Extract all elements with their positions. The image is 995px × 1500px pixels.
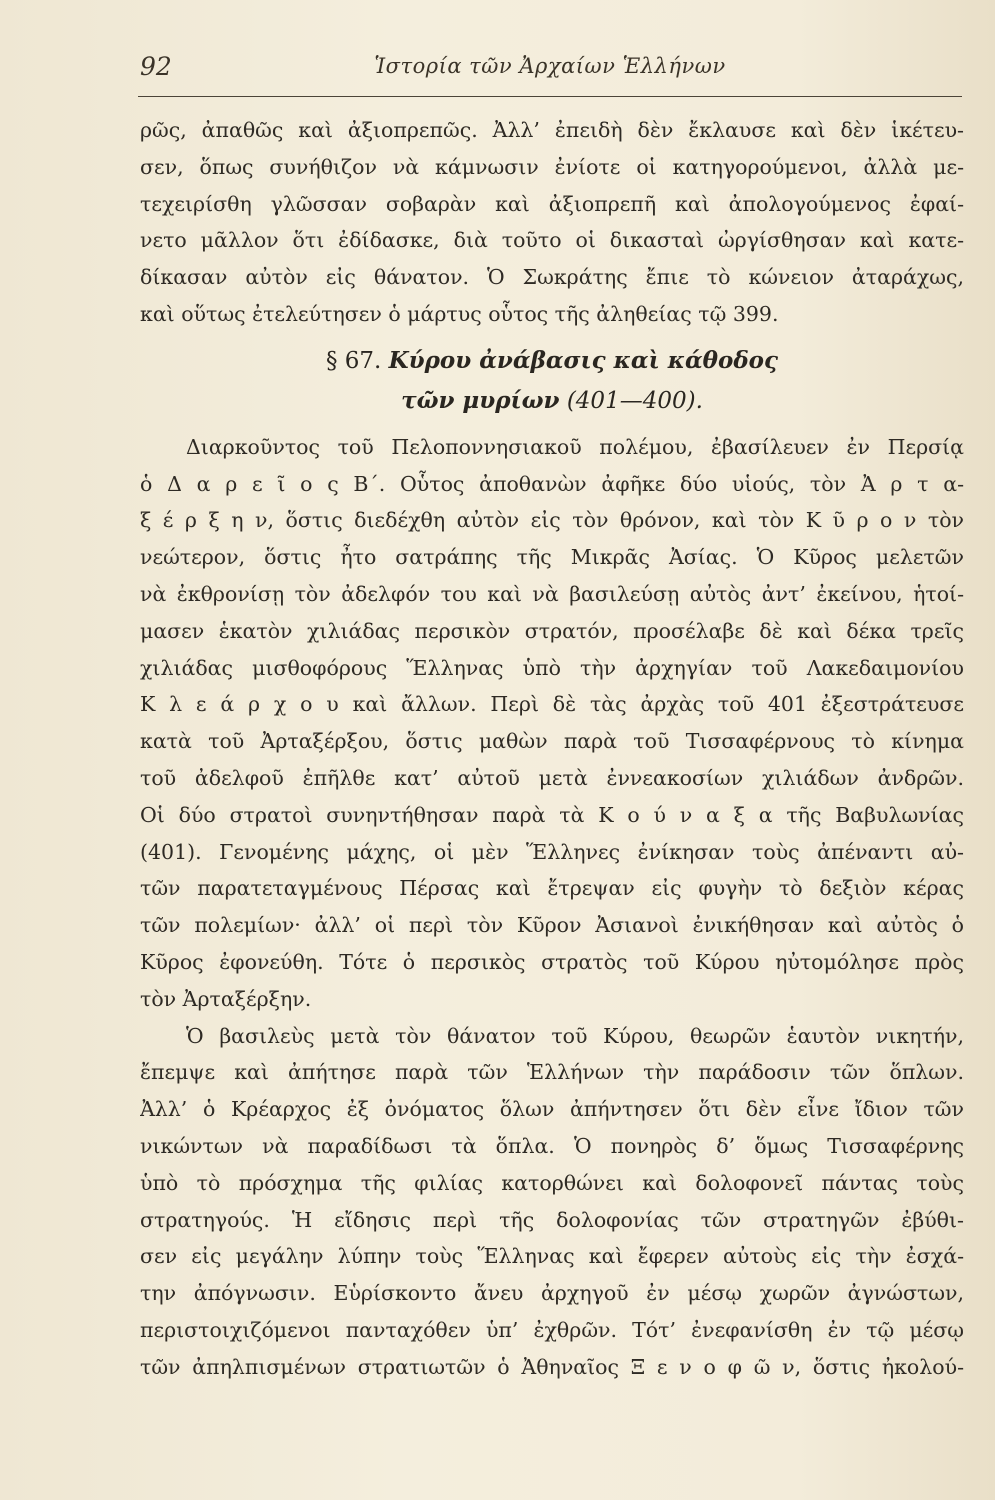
text-line: Ἀλλ’ ὁ Κρέαρχος ἐξ ὀνόματος ὅλων ἀπήντησεν ὅτι δὲν εἶνε ἴδιον τῶν xyxy=(140,1097,964,1122)
text-line: ὑπὸ τὸ πρόσχημα τῆς φιλίας κατορθώνει καὶ δολοφονεῖ πάντας τοὺς xyxy=(140,1170,964,1195)
text-line: τὸν Ἀρταξέρξην. xyxy=(140,986,312,1011)
text-line: περιστοιχιζόμενοι πανταχόθεν ὑπ’ ἐχθρῶν. Τότ’ ἐνεφανίσθη ἐν τῷ μέσῳ xyxy=(140,1317,964,1342)
text-line: τῶν πολεμίων· ἀλλ’ οἱ περὶ τὸν Κῦρον Ἀσιανοὶ ἐνικήθησαν καὶ αὐτὸς ὁ xyxy=(140,913,964,938)
text-line: Κῦρος ἐφονεύθη. Τότε ὁ περσικὸς στρατὸς τοῦ Κύρου ηὐτομόλησε πρὸς xyxy=(140,949,964,974)
text-line: καὶ οὕτως ἐτελεύτησεν ὁ μάρτυς οὗτος τῆς ἀληθείας τῷ 399. xyxy=(140,301,779,326)
text-line: Οἱ δύο στρατοὶ συνηντήθησαν παρὰ τὰ Κ ο ύ ν α ξ α τῆς Βαβυλωνίας xyxy=(140,802,964,827)
text-line: ρῶς, ἀπαθῶς καὶ ἀξιοπρεπῶς. Ἀλλ’ ἐπειδὴ δὲν ἔκλαυσε καὶ δὲν ἱκέτευ- xyxy=(140,118,964,142)
paragraph-continuation xyxy=(140,112,964,333)
header-rule xyxy=(138,96,962,97)
text-line: δίκασαν αὐτὸν εἰς θάνατον. Ὁ Σωκράτης ἔπιε τὸ κώνειον ἀταράχως, xyxy=(140,265,964,290)
text-line: Ὁ βασιλεὺς μετὰ τὸν θάνατον τοῦ Κύρου, θεωρῶν ἑαυτὸν νικητήν, xyxy=(186,1023,964,1048)
page-number: 92 xyxy=(140,52,172,81)
section-title-part1: Κύρου ἀνάβασις καὶ κάθοδος xyxy=(388,346,779,374)
text-line: Διαρκοῦντος τοῦ Πελοποννησιακοῦ πολέμου, ἐβασίλευεν ἐν Περσίᾳ xyxy=(186,434,964,459)
text-line: (401). Γενομένης μάχης, οἱ μὲν Ἕλληνες ἐνίκησαν τοὺς ἀπέναντι αὐ- xyxy=(140,839,964,864)
text-line: στρατηγούς. Ἡ εἴδησις περὶ τῆς δολοφονίας τῶν στρατηγῶν ἐβύθι- xyxy=(140,1207,964,1232)
text-line: νικώντων νὰ παραδίδωσι τὰ ὅπλα. Ὁ πονηρὸς δ’ ὅμως Τισσαφέρνης xyxy=(140,1133,964,1158)
text-line: χιλιάδας μισθοφόρους Ἕλληνας ὑπὸ τὴν ἀρχηγίαν τοῦ Λακεδαιμονίου xyxy=(140,655,964,680)
body-text xyxy=(140,112,964,1386)
text-line: ὁ Δ α ρ ε ῖ ο ς Β΄. Οὗτος ἀποθανὼν ἀφῆκε δύο υἱούς, τὸν Ἀ ρ τ α- xyxy=(140,471,964,496)
text-line: σεν εἰς μεγάλην λύπην τοὺς Ἕλληνας καὶ ἔφερεν αὐτοὺς εἰς τὴν ἐσχά- xyxy=(140,1244,964,1269)
text-line: νὰ ἐκθρονίσῃ τὸν ἀδελφόν του καὶ νὰ βασιλεύσῃ αὐτὸς ἀντ’ ἐκείνου, ἡτοί- xyxy=(140,581,964,606)
section-heading xyxy=(140,341,964,421)
text-line: μασεν ἑκατὸν χιλιάδας περσικὸν στρατόν, προσέλαβε δὲ καὶ δέκα τρεῖς xyxy=(140,618,964,643)
text-line: κατὰ τοῦ Ἀρταξέρξου, ὅστις μαθὼν παρὰ τοῦ Τισσαφέρνους τὸ κίνημα xyxy=(140,729,964,754)
section-number: § 67. xyxy=(325,347,382,374)
text-line: νετο μᾶλλον ὅτι ἐδίδασκε, διὰ τοῦτο οἱ δικασταὶ ὠργίσθησαν καὶ κατε- xyxy=(140,228,964,253)
section-heading-line1 xyxy=(140,341,964,381)
running-title: Ἱστορία τῶν Ἀρχαίων Ἑλλήνων xyxy=(374,54,726,78)
section-heading-line2 xyxy=(140,381,964,421)
paragraph xyxy=(140,429,964,1018)
text-line: σεν, ὅπως συνήθιζον νὰ κάμνωσιν ἐνίοτε οἱ κατηγορούμενοι, ἀλλὰ με- xyxy=(140,154,964,179)
text-line: τῶν ἀπηλπισμένων στρατιωτῶν ὁ Ἀθηναῖος Ξ ε ν ο φ ῶ ν, ὅστις ἠκολού- xyxy=(140,1354,964,1379)
text-line: νεώτερον, ὅστις ἦτο σατράπης τῆς Μικρᾶς Ἀσίας. Ὁ Κῦρος μελετῶν xyxy=(140,545,964,570)
running-head xyxy=(140,52,960,92)
text-line: ξ έ ρ ξ η ν, ὅστις διεδέχθη αὐτὸν εἰς τὸν θρόνον, καὶ τὸν Κ ῦ ρ ο ν τὸν xyxy=(140,508,964,533)
text-line: ἔπεμψε καὶ ἀπήτησε παρὰ τῶν Ἑλλήνων τὴν παράδοσιν τῶν ὅπλων. xyxy=(140,1060,964,1085)
text-line: τῶν παρατεταγμένους Πέρσας καὶ ἔτρεψαν εἰς φυγὴν τὸ δεξιὸν κέρας xyxy=(140,876,964,901)
section-title-part2: τῶν μυρίων xyxy=(401,386,560,414)
section-years: (401—400). xyxy=(566,387,703,414)
paragraph xyxy=(140,1018,964,1386)
text-line: Κ λ ε ά ρ χ ο υ καὶ ἄλλων. Περὶ δὲ τὰς ἀρχὰς τοῦ 401 ἐξεστράτευσε xyxy=(140,692,964,717)
text-line: την ἀπόγνωσιν. Εὑρίσκοντο ἄνευ ἀρχηγοῦ ἐν μέσῳ χωρῶν ἀγνώστων, xyxy=(140,1281,964,1306)
text-line: τεχειρίσθη γλῶσσαν σοβαρὰν καὶ ἀξιοπρεπῆ καὶ ἀπολογούμενος ἐφαί- xyxy=(140,191,964,216)
text-line: τοῦ ἀδελφοῦ ἐπῆλθε κατ’ αὐτοῦ μετὰ ἐννεακοσίων χιλιάδων ἀνδρῶν. xyxy=(140,765,964,790)
